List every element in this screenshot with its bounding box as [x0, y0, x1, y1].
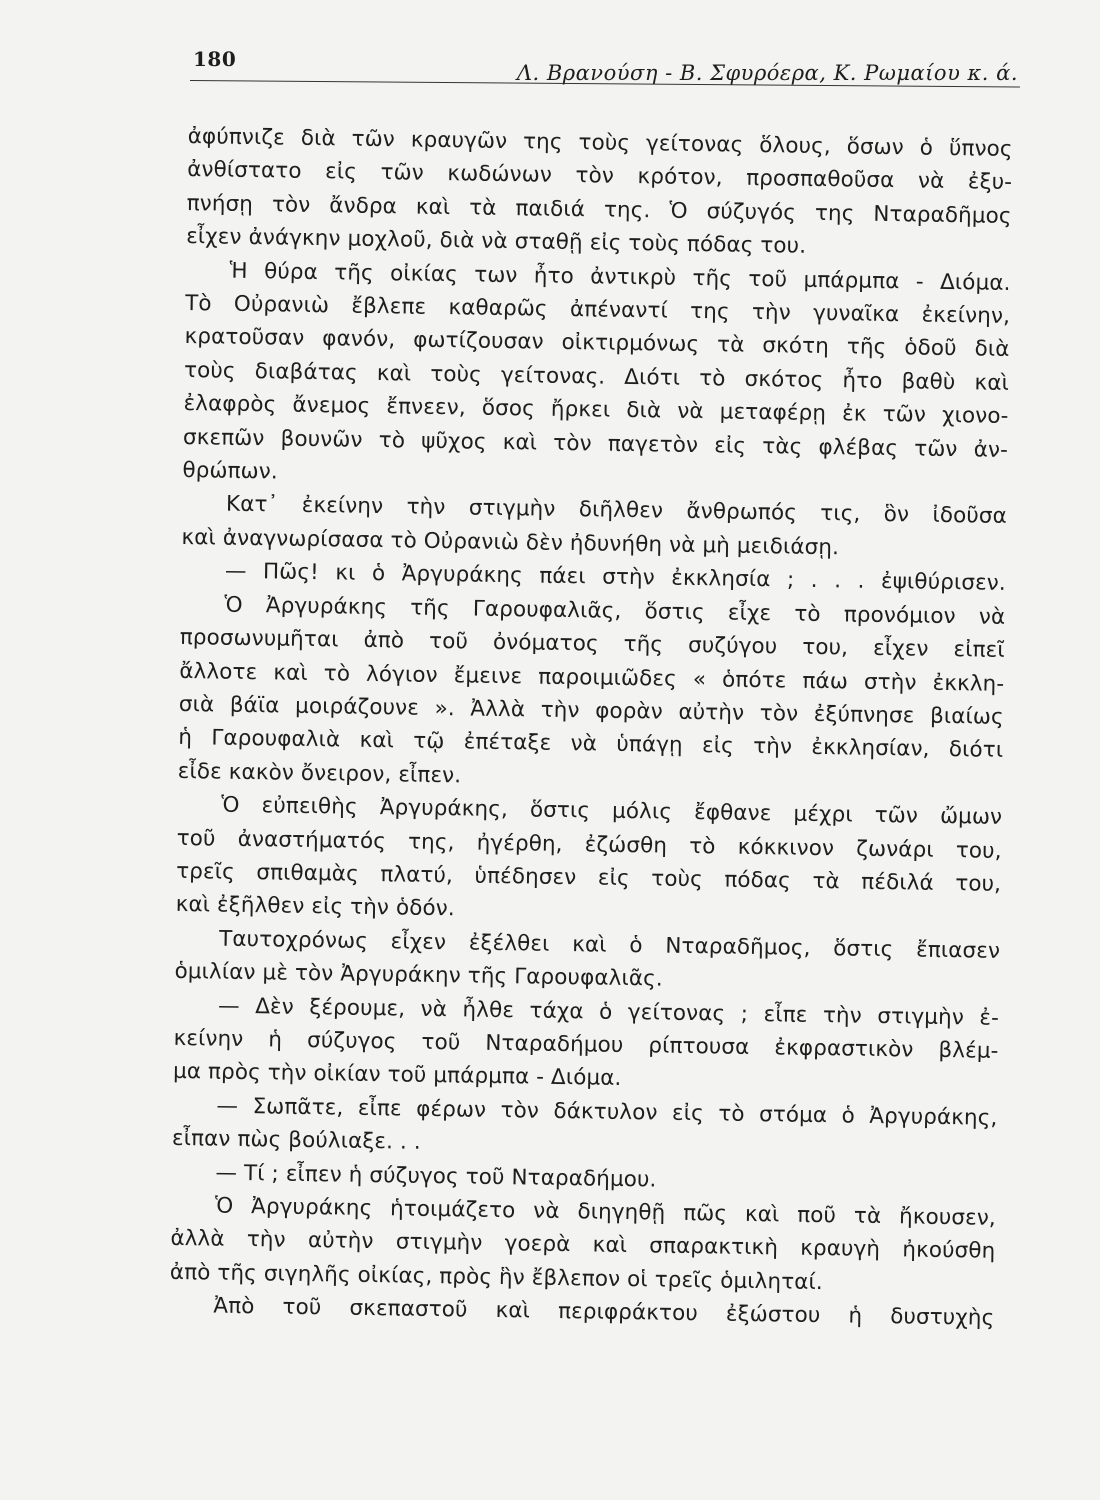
text-line: τοὺς διαβάτας καὶ τοὺς γείτονας. Διότι τὸ σκότος ἦτο βαθὺ καὶ	[183, 357, 1010, 396]
text-line: εἶδε κακὸν ὄνειρον, εἶπεν.	[177, 758, 462, 789]
text-line: ὁμιλίαν μὲ τὸν Ἀργυράκην τῆς Γαρουφαλιᾶς.	[174, 959, 663, 992]
text-line: Ὁ εὐπειθὴς Ἀργυράκης, ὅστις μόλις ἔφθανε μέχρι τῶν ὤμων	[221, 792, 1003, 830]
body-text	[169, 120, 1013, 1335]
text-line: θρώπων.	[182, 458, 278, 485]
text-line: προσωνυμῆται ἀπὸ τοῦ ὀνόματος τῆς συζύγου του, εἶχεν εἰπεῖ	[179, 625, 1005, 663]
text-line: — Σωπᾶτε, εἶπε φέρων τὸν δάκτυλον εἰς τὸ στόμα ὁ Ἀργυράκης,	[216, 1093, 998, 1131]
text-line: Ἀπὸ τοῦ σκεπαστοῦ καὶ περιφράκτου ἐξώστου ἡ δυστυχὴς	[213, 1293, 995, 1332]
text-line: εἶχεν ἀνάγκην μοχλοῦ, διὰ νὰ σταθῇ εἰς τοὺς πόδας του.	[185, 224, 807, 259]
running-head: Λ. Βρανούση - Β. Σφυρόερα, Κ. Ρωμαίου κ. ά.	[516, 61, 1018, 85]
text-line: Τὸ Οὐρανιὼ ἔβλεπε καθαρῶς ἀπέναντί της τὴν γυναῖκα ἐκείνην,	[184, 291, 1011, 329]
text-line: τρεῖς σπιθαμὰς πλατύ, ὑπέδησεν εἰς τοὺς πόδας τὰ πέδιλά του,	[176, 858, 1002, 897]
page-number: 180	[193, 47, 237, 71]
text-line: ἀπὸ τῆς σιγηλῆς οἰκίας, πρὸς ἣν ἔβλεπον οἱ τρεῖς ὁμιληταί.	[169, 1259, 824, 1295]
text-line: καὶ ἀναγνωρίσασα τὸ Οὐρανιὼ δὲν ἠδυνήθη νὰ μὴ μειδιάσῃ.	[181, 524, 840, 561]
text-line: ἀνθίστατο εἰς τῶν κωδώνων τὸν κρότον, προσπαθοῦσα νὰ ἐξυ-	[187, 157, 1013, 196]
text-line: σιὰ βάϊα μοιράζουνε ». Ἀλλὰ τὴν φορὰν αὐτὴν τὸν ἐξύπνησε βιαίως	[178, 691, 1004, 730]
text-line: Κατ᾽ ἐκείνην τὴν στιγμὴν διῆλθεν ἄνθρωπός τις, ὃν ἰδοῦσα	[225, 492, 1008, 530]
text-line: — Δὲν ξέρουμε, νὰ ἦλθε τάχα ὁ γείτονας ; εἶπε τὴν στιγμὴν ἐ-	[217, 993, 1000, 1031]
text-line: καὶ ἐξῆλθεν εἰς τὴν ὁδόν.	[175, 892, 455, 922]
text-line: τοῦ ἀναστήματός της, ἠγέρθη, ἐζώσθη τὸ κόκκινον ζωνάρι του,	[176, 825, 1002, 864]
text-line: Ὁ Ἀργυράκης ἡτοιμάζετο νὰ διηγηθῇ πῶς καὶ ποῦ τὰ ἤκουσεν,	[214, 1193, 997, 1231]
text-line: εἶπαν πὼς βούλιαξε. . .	[171, 1126, 421, 1155]
text-line: Ὁ Ἀργυράκης τῆς Γαρουφαλιᾶς, ὅστις εἶχε τὸ προνόμιον νὰ	[224, 592, 1006, 630]
text-line: κρατοῦσαν φανόν, φωτίζουσαν οἰκτιρμόνως τὰ σκότη τῆς ὁδοῦ διὰ	[184, 324, 1010, 363]
text-line: ἀλλὰ τὴν αὐτὴν στιγμὴν γοερὰ καὶ σπαρακτικὴ κραυγὴ ἠκούσθη	[170, 1226, 996, 1265]
text-line: κείνην ἡ σύζυγος τοῦ Νταραδήμου ρίπτουσα ἐκφραστικὸν βλέμ-	[173, 1025, 999, 1064]
text-line: Ἡ θύρα τῆς οἰκίας των ἦτο ἀντικρὺ τῆς τοῦ μπάρμπα - Διόμα.	[229, 258, 1011, 296]
text-line: — Πῶς! κι ὁ Ἀργυράκης πάει στὴν ἐκκλησία ; . . . ἐψιθύρισεν.	[224, 558, 1007, 597]
text-line: ἐλαφρὸς ἄνεμος ἔπνεεν, ὅσος ἤρκει διὰ νὰ μεταφέρῃ ἐκ τῶν χιονο-	[183, 391, 1009, 430]
text-line: ἄλλοτε καὶ τὸ λόγιον ἔμεινε παροιμιῶδες « ὁπότε πάω στὴν ἐκκλη-	[179, 658, 1005, 697]
text-line: ἀφύπνιζε διὰ τῶν κραυγῶν της τοὺς γείτονας ὅλους, ὅσων ὁ ὕπνος	[187, 123, 1013, 162]
text-line: — Τί ; εἶπεν ἡ σύζυγος τοῦ Νταραδήμου.	[215, 1160, 657, 1193]
text-line: σκεπῶν βουνῶν τὸ ψῦχος καὶ τὸν παγετὸν εἰς τὰς φλέβας τῶν ἀν-	[182, 424, 1009, 463]
text-line: πνήσῃ τὸν ἄνδρα καὶ τὰ παιδιά της. Ὁ σύζυγός της Νταραδῆμος	[186, 190, 1012, 229]
text-line: μα πρὸς τὴν οἰκίαν τοῦ μπάρμπα - Διόμα.	[172, 1059, 622, 1092]
text-line: Ταυτοχρόνως εἶχεν ἐξέλθει καὶ ὁ Νταραδῆμος, ὅστις ἔπιασεν	[218, 926, 1001, 964]
text-line: ἡ Γαρουφαλιὰ καὶ τῷ ἐπέταξε νὰ ὑπάγῃ εἰς τὴν ἐκκλησίαν, διότι	[178, 725, 1004, 764]
